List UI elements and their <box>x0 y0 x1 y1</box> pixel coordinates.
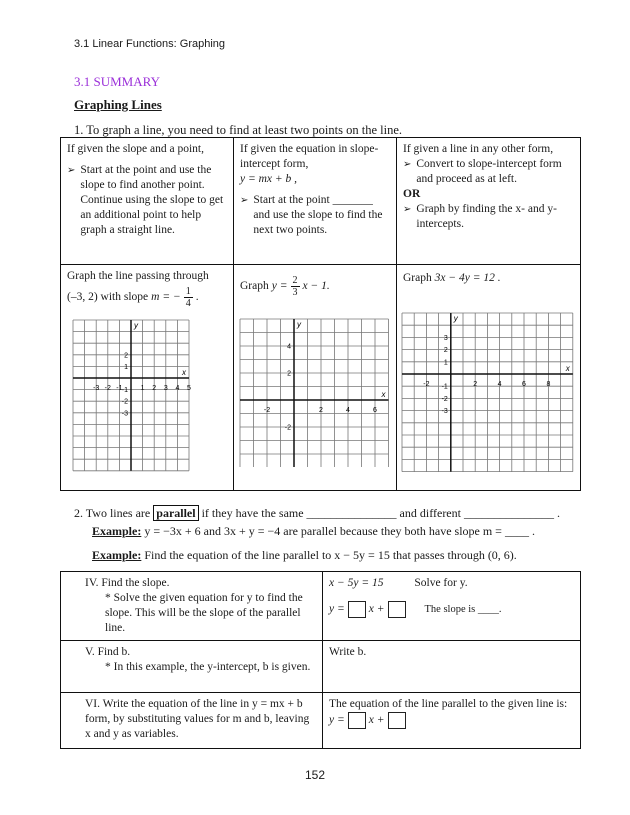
x-tick-label: -2 <box>423 381 430 388</box>
slope-denominator: 4 <box>185 298 191 309</box>
graph-cell-2 <box>234 265 397 491</box>
example-text: y = −3x + 6 and 3x + y = −4 are parallel because they both have slope m = ____ . <box>144 524 535 538</box>
example-2 <box>92 548 517 563</box>
vi-right-a: The equation of the line parallel to the given line is: <box>329 698 568 710</box>
steps-table <box>60 571 581 749</box>
parallel-keyword: parallel <box>153 505 198 521</box>
graph2-prompt: Graph <box>240 280 269 292</box>
iv-slope: The slope is ____. <box>424 604 502 615</box>
graph-2[interactable] <box>236 317 396 467</box>
running-header: 3.1 Linear Functions: Graphing <box>74 38 226 50</box>
arrow-bullet-icon: ➢ <box>403 204 412 215</box>
y-tick-label: 2 <box>443 347 448 355</box>
iv-y: y = <box>329 603 345 615</box>
graph-3[interactable] <box>398 311 578 477</box>
graph-1[interactable] <box>69 318 219 474</box>
y-tick-label: 4 <box>287 343 291 351</box>
vi-x: x + <box>368 714 385 726</box>
step-iv-note: * Solve the given equation for y to find the slope. This will be the slope of the parallel line. <box>105 592 303 634</box>
eq3: 3x − 4y = 12 . <box>434 272 501 284</box>
step-v-note: * In this example, the y-intercept, b is given. <box>105 661 311 673</box>
final-intercept-box[interactable] <box>388 712 406 729</box>
item2-a: 2. Two lines are <box>74 506 151 520</box>
eq2-numerator: 2 <box>292 275 298 286</box>
x-axis-label: x <box>565 364 570 373</box>
method-slope-intercept <box>234 138 397 265</box>
col1-heading: If given the slope and a point, <box>67 143 205 155</box>
slope-m: m = − <box>151 291 181 303</box>
col3-or: OR <box>403 188 421 200</box>
example2-label: Example: <box>92 548 142 562</box>
step-iv-title: IV. Find the slope. <box>85 577 170 589</box>
col3-heading: If given a line in any other form, <box>403 143 554 155</box>
y-tick-label: -2 <box>284 424 291 432</box>
col3-bullet1: Convert to slope-intercept form and proceed as at left. <box>416 158 562 185</box>
x-tick-label: 2 <box>473 381 478 388</box>
v-right: Write b. <box>329 646 367 658</box>
x-tick-label: -2 <box>104 385 111 392</box>
y-tick-label: -2 <box>121 398 128 406</box>
y-axis-label: y <box>134 321 138 330</box>
final-slope-box[interactable] <box>348 712 366 729</box>
slope-numerator: 1 <box>185 286 191 297</box>
x-tick-label: 4 <box>497 381 502 388</box>
x-tick-label: 4 <box>346 407 350 414</box>
y-tick-label: 3 <box>443 334 448 342</box>
x-tick-label: 3 <box>163 385 168 392</box>
y-tick-label: 1 <box>124 363 128 371</box>
x-axis-label: x <box>182 368 186 377</box>
x-tick-label: 2 <box>319 407 323 414</box>
step-vi-left <box>61 693 323 749</box>
arrow-bullet-icon: ➢ <box>67 165 76 176</box>
x-tick-label: 2 <box>152 385 157 392</box>
y-tick-label: -1 <box>441 383 448 391</box>
x-tick-label: 6 <box>373 407 377 414</box>
iv-x: x + <box>368 603 385 615</box>
step-v-left <box>61 641 323 693</box>
x-tick-label: 6 <box>522 381 526 388</box>
col3-bullet2: Graph by finding the x- and y-intercepts. <box>416 203 557 230</box>
y-tick-label: -3 <box>441 408 448 416</box>
x-tick-label: -3 <box>93 385 100 392</box>
arrow-bullet-icon: ➢ <box>240 195 249 206</box>
x-tick-label: 1 <box>140 385 145 392</box>
col2-bullet: Start at the point _______ and use the slope to find the next two points. <box>253 194 383 236</box>
slope-answer-box[interactable] <box>348 601 366 618</box>
eq2-denominator: 3 <box>292 287 298 298</box>
graph-cell-3 <box>397 265 581 491</box>
col2-formula: y = mx + b , <box>240 173 298 185</box>
y-tick-label: 2 <box>124 352 128 360</box>
graphing-methods-table <box>60 137 581 491</box>
step-iv-right <box>323 572 581 641</box>
graph1-prompt-a: Graph the line passing through <box>67 270 209 282</box>
item-2-text <box>74 506 560 521</box>
y-tick-label: 1 <box>443 359 448 367</box>
step-iv-left <box>61 572 323 641</box>
x-tick-label: -2 <box>263 407 271 414</box>
example-1 <box>92 524 535 539</box>
eq2-rest: x − 1. <box>302 280 330 292</box>
col1-bullet: Start at the point and use the slope to find another point. Continue using the slope to get an additional point to help graph a straight line. <box>80 164 224 236</box>
example-label: Example: <box>92 524 142 538</box>
summary-title: 3.1 SUMMARY <box>74 74 160 89</box>
section-title: Graphing Lines <box>74 97 162 112</box>
page-number: 152 <box>304 768 326 782</box>
y-tick-label: -2 <box>441 395 448 403</box>
arrow-bullet-icon: ➢ <box>403 159 412 170</box>
step-vi-text: VI. Write the equation of the line in y = mx + b form, by substituting values for m and b, leaving x and y as variables. <box>85 698 310 740</box>
vi-y: y = <box>329 714 345 726</box>
y-tick-label: 2 <box>287 370 291 378</box>
x-tick-label: 5 <box>187 385 191 392</box>
y-axis-label: y <box>453 314 458 323</box>
graph1-prompt-b: (–3, 2) with slope <box>67 291 149 303</box>
step-vi-right <box>323 693 581 749</box>
method-slope-point <box>61 138 234 265</box>
graph3-prompt: Graph <box>403 272 432 284</box>
step-v-right <box>323 641 581 693</box>
y-axis-label: y <box>297 320 301 329</box>
y-tick-label: -3 <box>121 410 128 418</box>
x-tick-label: -1 <box>116 385 123 392</box>
iv-eq: x − 5y = 15 <box>329 577 384 589</box>
y-tick-label: -1 <box>121 387 128 395</box>
item2-b: if they have the same _______________ and different _______________ . <box>201 506 560 520</box>
method-other-form <box>397 138 581 265</box>
x-axis-label: x <box>381 390 386 399</box>
intercept-answer-box[interactable] <box>388 601 406 618</box>
graph-cell-1: Graph the line passing through (–3, 2) with slope m = − $\frac{1}{4}$ . -3 -2 -1 1 2 3 4 5 2 1 -1 -2 -3 x y <box>61 265 234 491</box>
item-1-text: 1. To graph a line, you need to find at least two points on the line. <box>74 123 402 137</box>
col2-heading: If given the equation in slope-intercept form, <box>240 143 379 170</box>
example2-text: Find the equation of the line parallel to x − 5y = 15 that passes through (0, 6). <box>144 548 517 562</box>
step-v-title: V. Find b. <box>85 646 131 658</box>
x-tick-label: 8 <box>546 381 551 388</box>
eq2-y: y = <box>271 280 288 292</box>
iv-solve: Solve for y. <box>414 577 468 589</box>
x-tick-label: 4 <box>175 385 180 392</box>
